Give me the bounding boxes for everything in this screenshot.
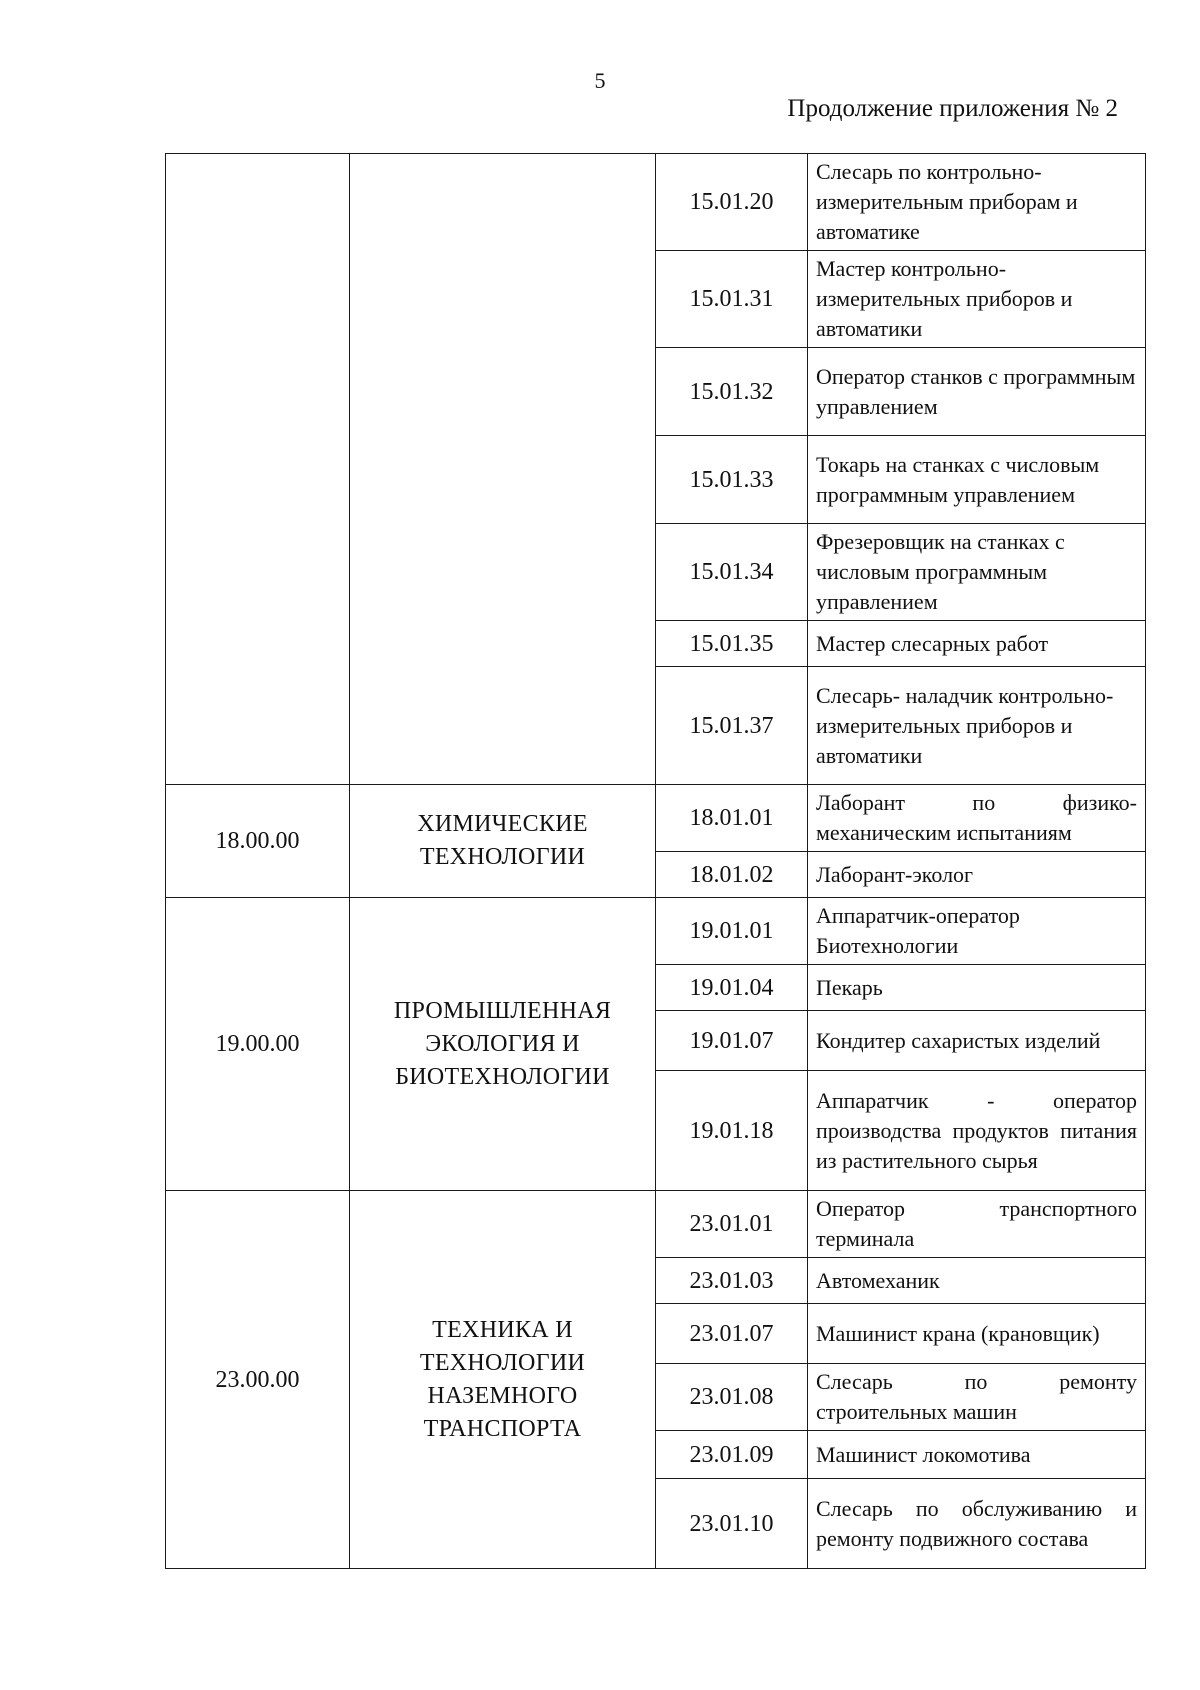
profession-code: 23.01.10 (656, 1479, 808, 1569)
profession-code: 23.01.07 (656, 1304, 808, 1364)
profession-title: Лаборант по физико-механическим испытаниям (808, 785, 1146, 852)
profession-title: Кондитер сахаристых изделий (808, 1011, 1146, 1071)
profession-code: 23.01.09 (656, 1431, 808, 1479)
profession-title: Аппаратчик - оператор производства продуктов питания из растительного сырья (808, 1071, 1146, 1191)
profession-code: 15.01.32 (656, 348, 808, 436)
profession-title: Слесарь по контрольно-измерительным приборам и автоматике (808, 154, 1146, 251)
professions-table (165, 153, 1146, 1569)
table-row (166, 898, 1146, 965)
profession-code: 15.01.31 (656, 251, 808, 348)
profession-title: Слесарь- наладчик контрольно-измерительных приборов и автоматики (808, 667, 1146, 785)
profession-code: 18.01.01 (656, 785, 808, 852)
profession-title: Машинист локомотива (808, 1431, 1146, 1479)
table-row (166, 154, 1146, 251)
profession-code: 15.01.37 (656, 667, 808, 785)
table-row (166, 1191, 1146, 1258)
profession-title: Оператор транспортного терминала (808, 1191, 1146, 1258)
profession-title: Токарь на станках с числовым программным управлением (808, 436, 1146, 524)
profession-code: 19.01.18 (656, 1071, 808, 1191)
profession-code: 18.01.02 (656, 852, 808, 898)
profession-title: Мастер контрольно-измерительных приборов и автоматики (808, 251, 1146, 348)
profession-code: 19.01.04 (656, 965, 808, 1011)
appendix-continuation-note: Продолжение приложения № 2 (787, 95, 1118, 122)
profession-title: Оператор станков с программным управлением (808, 348, 1146, 436)
profession-title: Слесарь по обслуживанию и ремонту подвижного состава (808, 1479, 1146, 1569)
profession-code: 19.01.01 (656, 898, 808, 965)
profession-code: 15.01.33 (656, 436, 808, 524)
group-name-cell: ХИМИЧЕСКИЕ ТЕХНОЛОГИИ (350, 785, 656, 898)
profession-title: Слесарь по ремонту строительных машин (808, 1364, 1146, 1431)
group-name-cell: ТЕХНИКА И ТЕХНОЛОГИИ НАЗЕМНОГО ТРАНСПОРТА (350, 1191, 656, 1569)
profession-code: 23.01.03 (656, 1258, 808, 1304)
profession-code: 15.01.34 (656, 524, 808, 621)
profession-code: 15.01.20 (656, 154, 808, 251)
profession-title: Фрезеровщик на станках с числовым программным управлением (808, 524, 1146, 621)
profession-title: Автомеханик (808, 1258, 1146, 1304)
group-code-cell: 18.00.00 (166, 785, 350, 898)
group-code-cell: 23.00.00 (166, 1191, 350, 1569)
table-row (166, 785, 1146, 852)
page-number: 5 (594, 68, 606, 93)
profession-title: Лаборант-эколог (808, 852, 1146, 898)
group-name-cell: ПРОМЫШЛЕННАЯ ЭКОЛОГИЯ И БИОТЕХНОЛОГИИ (350, 898, 656, 1191)
profession-title: Мастер слесарных работ (808, 621, 1146, 667)
group-code-cell: 19.00.00 (166, 898, 350, 1191)
profession-title: Машинист крана (крановщик) (808, 1304, 1146, 1364)
group-code-cell (166, 154, 350, 785)
profession-code: 23.01.01 (656, 1191, 808, 1258)
profession-code: 15.01.35 (656, 621, 808, 667)
profession-title: Пекарь (808, 965, 1146, 1011)
group-name-cell (350, 154, 656, 785)
profession-code: 19.01.07 (656, 1011, 808, 1071)
profession-code: 23.01.08 (656, 1364, 808, 1431)
profession-title: Аппаратчик-оператор Биотехнологии (808, 898, 1146, 965)
